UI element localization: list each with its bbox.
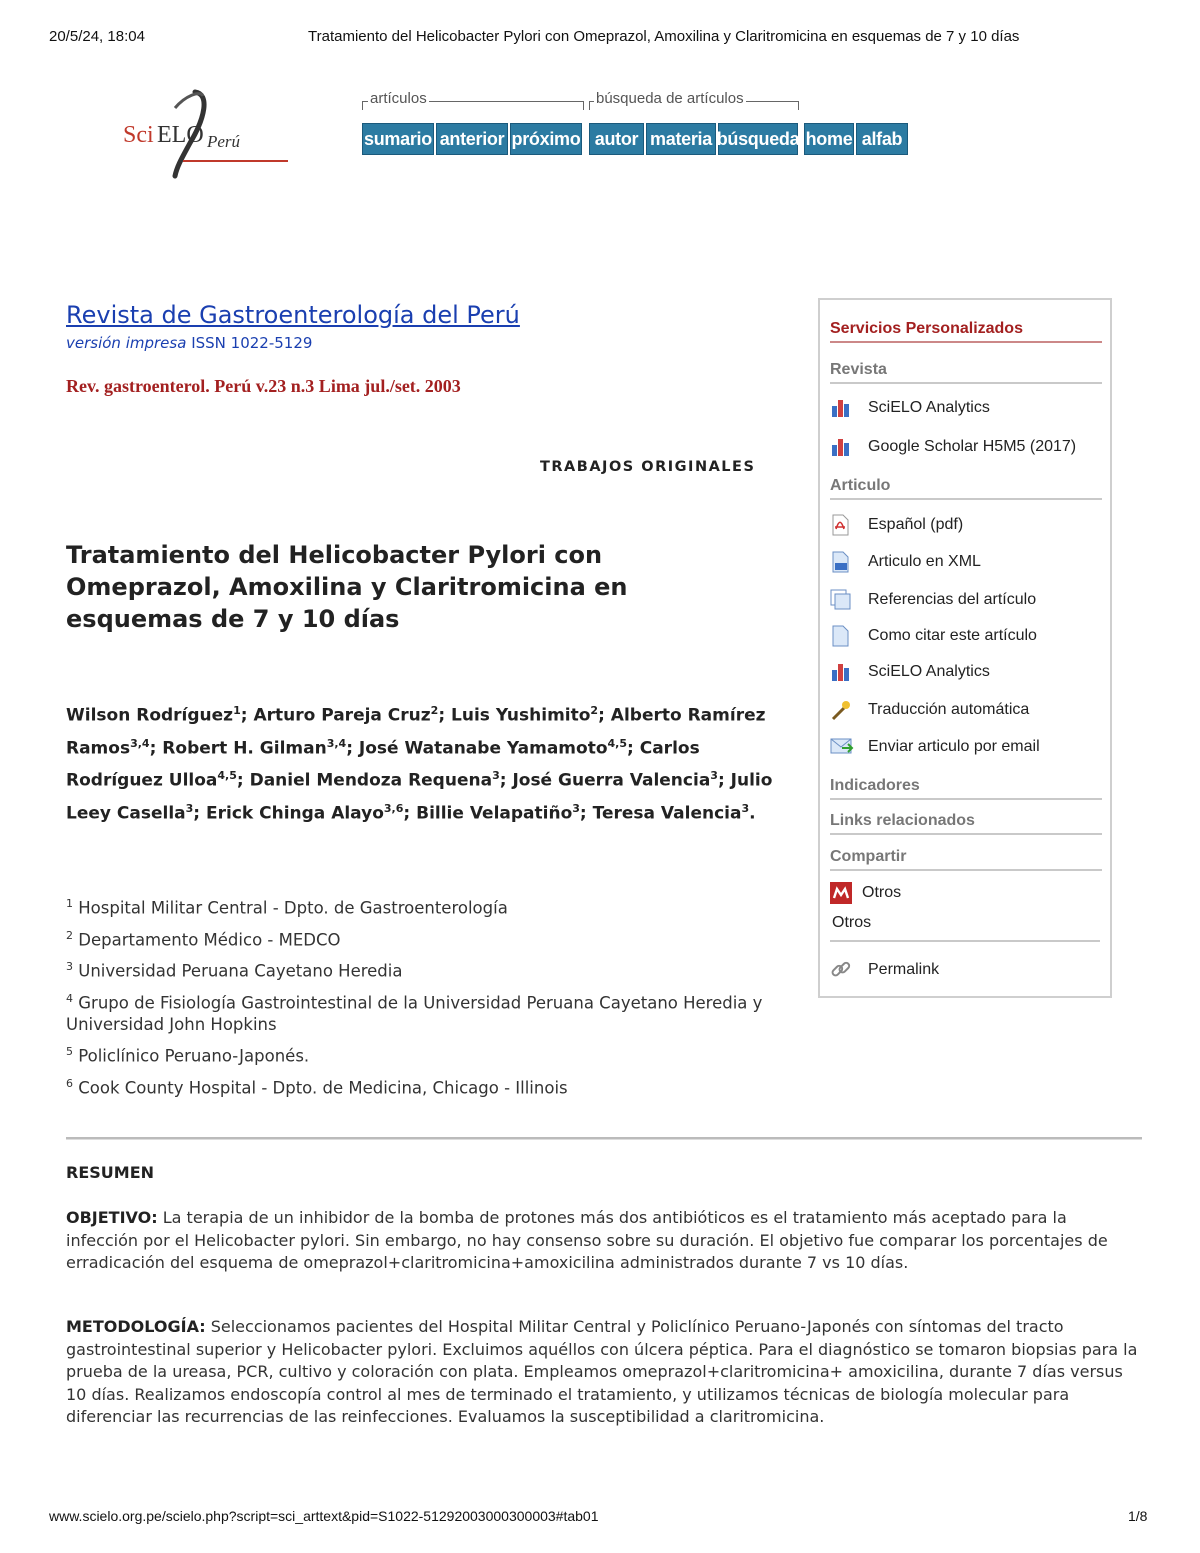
sidebar-item-references[interactable] (830, 589, 1036, 611)
author-separator: ; (627, 738, 640, 759)
sidebar-item-xml[interactable] (830, 551, 981, 573)
author-name: Julio Leey Casella (66, 770, 773, 824)
affiliation-text: Hospital Militar Central - Dpto. de Gastroenterología (78, 898, 508, 918)
sidebar-revista-label: Revista (830, 361, 887, 378)
abstract-objective (66, 1207, 1138, 1275)
author-affiliation-sup: 3,4 (326, 736, 347, 750)
author-affiliation-sup: 2 (430, 704, 439, 717)
document-icon (830, 625, 854, 647)
share-icon (830, 882, 854, 904)
wand-icon (830, 699, 854, 721)
journal-citation: Rev. gastroenterol. Perú v.23 n.3 Lima jul./set. 2003 (66, 376, 461, 396)
author-separator: ; (438, 705, 452, 726)
autor-button[interactable]: autor (589, 123, 644, 155)
email-icon (830, 736, 854, 758)
author-name: Teresa Valencia (592, 803, 742, 824)
affiliation-number: 4 (66, 991, 73, 1005)
abstract-title: RESUMEN (66, 1163, 155, 1182)
author-separator: . (749, 803, 756, 824)
methodology-label: METODOLOGÍA: (66, 1317, 206, 1336)
author-affiliation-sup: 4,5 (607, 736, 628, 750)
sidebar-item-label: Referencias del artículo (868, 591, 1037, 608)
sidebar-links-label: Links relacionados (830, 812, 975, 829)
divider (66, 1137, 1142, 1140)
author-separator: ; (236, 770, 250, 791)
search-group-label: búsqueda de artículos (596, 90, 744, 107)
references-icon (830, 589, 854, 611)
sidebar-section-articulo (830, 477, 1102, 500)
author-separator: ; (579, 803, 593, 824)
proximo-button[interactable]: próximo (510, 123, 582, 155)
author-affiliation-sup: 3 (572, 801, 580, 815)
sumario-button[interactable]: sumario (362, 123, 434, 155)
sidebar-section-revista (830, 361, 1102, 384)
sidebar-indicadores-label: Indicadores (830, 777, 920, 794)
pdf-icon (830, 514, 854, 536)
author-name: Alberto Ramírez Ramos (66, 705, 766, 759)
scielo-peru-logo[interactable] (95, 88, 295, 178)
logo-underline (183, 160, 288, 162)
author-affiliation-sup: 2 (590, 704, 599, 717)
affiliation-text: Grupo de Fisiología Gastrointestinal de la Universidad Peruana Cayetano Heredia y Universidad John Hopkins (66, 993, 763, 1034)
sidebar-item-label: SciELO Analytics (868, 663, 990, 680)
sidebar-item-google-scholar[interactable] (830, 436, 1076, 458)
affiliation-number: 2 (66, 928, 73, 942)
author-affiliation-sup: 3 (710, 769, 718, 783)
affiliation-text: Cook County Hospital - Dpto. de Medicina, Chicago - Illinois (78, 1078, 568, 1097)
author-affiliation-sup: 4,5 (217, 769, 237, 783)
sidebar-item-email[interactable] (830, 736, 1040, 758)
affiliation-number: 5 (66, 1045, 73, 1058)
sidebar-title-text: Servicios Personalizados (830, 320, 1023, 337)
sidebar-divider (830, 940, 1100, 942)
share-otros-text: Otros (832, 914, 872, 931)
author-affiliation-sup: 3 (741, 801, 750, 815)
author-name: Luis Yushimito (451, 705, 591, 726)
journal-issn (66, 334, 312, 352)
author-name: Robert H. Gilman (162, 738, 327, 759)
logo-sci-text: Sci (123, 122, 154, 148)
sidebar-item-label: Español (pdf) (868, 516, 964, 533)
affiliation-item (66, 1073, 786, 1100)
materia-button[interactable]: materia (646, 123, 716, 155)
abstract-methodology (66, 1316, 1138, 1429)
page-number: 1/8 (1128, 1508, 1148, 1524)
sidebar-item-translation[interactable] (830, 699, 1029, 721)
bar-chart-icon (830, 397, 854, 419)
sidebar-item-scielo-analytics-journal[interactable] (830, 397, 990, 419)
sidebar-section-links[interactable] (830, 812, 1102, 835)
logo-elo-text: ELO (157, 122, 204, 148)
sidebar-item-scielo-analytics-article[interactable] (830, 661, 990, 683)
issn-text: ISSN 1022-5129 (191, 334, 313, 352)
sidebar-item-share-otros[interactable] (830, 882, 901, 904)
version-label: versión impresa (66, 334, 187, 352)
alfab-button[interactable]: alfab (856, 123, 908, 155)
sidebar-articulo-label: Articulo (830, 477, 891, 494)
affiliation-number: 3 (66, 960, 73, 973)
affiliation-text: Policlínico Peruano-Japonés. (78, 1046, 310, 1066)
sidebar-item-cite[interactable] (830, 625, 1037, 647)
section-label: TRABAJOS ORIGINALES (540, 459, 756, 475)
sidebar-item-label: Enviar articulo por email (868, 738, 1040, 755)
sidebar-section-indicadores[interactable] (830, 777, 1102, 800)
author-name: Erick Chinga Alayo (206, 803, 384, 824)
print-title: Tratamiento del Helicobacter Pylori con Omeprazol, Amoxilina y Claritromicina en esquemas de 7 y 10 días (308, 28, 1020, 45)
author-separator: ; (598, 705, 611, 726)
affiliation-item (66, 925, 786, 952)
affiliation-list (66, 893, 786, 1104)
sidebar-title (830, 320, 1102, 343)
print-datetime: 20/5/24, 18:04 (49, 28, 145, 45)
author-name: José Watanabe Yamamoto (358, 738, 608, 759)
sidebar-item-label: Articulo en XML (868, 553, 981, 570)
affiliation-item (66, 988, 786, 1037)
sidebar-item-label: Google Scholar H5M5 (2017) (868, 438, 1077, 455)
author-separator: ; (499, 770, 513, 791)
author-separator: ; (193, 803, 206, 824)
services-sidebar (818, 298, 1112, 998)
author-affiliation-sup: 3 (492, 769, 500, 783)
journal-name-link[interactable]: Revista de Gastroenterología del Perú (66, 301, 520, 329)
author-name: Carlos Rodríguez Ulloa (66, 738, 700, 791)
sidebar-item-permalink[interactable] (830, 959, 939, 981)
articles-group-label: artículos (370, 90, 427, 107)
affiliation-item (66, 893, 786, 920)
bar-chart-icon (830, 661, 854, 683)
author-list (66, 697, 786, 828)
author-separator: ; (240, 705, 254, 726)
affiliation-item (66, 1041, 786, 1068)
objective-text: La terapia de un inhibidor de la bomba de protones más dos antibióticos es el tratamiento más aceptado para la infección por el Helicobacter pylori. Sin embargo, no hay consenso sobre su duración. El objetivo fue comparar los porcentajes de erradicación del esquema de omeprazol+claritromicina+amoxicilina administrados durante 7 vs 10 días. (66, 1208, 1108, 1272)
affiliation-text: Universidad Peruana Cayetano Heredia (78, 961, 403, 981)
sidebar-item-label: Permalink (868, 961, 940, 978)
author-separator: ; (403, 803, 417, 824)
author-separator: ; (346, 738, 359, 759)
sidebar-item-pdf[interactable] (830, 514, 963, 536)
author-name: José Guerra Valencia (512, 770, 711, 791)
logo-country-text: Perú (207, 132, 241, 151)
home-button[interactable]: home (804, 123, 854, 155)
author-separator: ; (149, 738, 163, 759)
sidebar-item-label: Como citar este artículo (868, 627, 1037, 644)
xml-document-icon (830, 551, 854, 573)
sidebar-item-label: Otros (862, 884, 902, 901)
author-affiliation-sup: 3 (185, 801, 194, 815)
busqueda-button[interactable]: búsqueda (718, 123, 798, 155)
author-separator: ; (717, 770, 731, 791)
author-affiliation-sup: 3,4 (130, 736, 150, 750)
sidebar-item-label: SciELO Analytics (868, 399, 990, 416)
sidebar-item-label: Traducción automática (868, 701, 1030, 718)
author-name: Wilson Rodríguez (66, 705, 234, 726)
sidebar-section-compartir (830, 848, 1102, 871)
author-name: Daniel Mendoza Requena (249, 770, 493, 791)
author-affiliation-sup: 1 (233, 704, 241, 717)
print-url: www.scielo.org.pe/scielo.php?script=sci_arttext&pid=S1022-51292003000300003#tab01 (49, 1508, 599, 1524)
link-icon (830, 959, 854, 981)
objective-label: OBJETIVO: (66, 1208, 158, 1227)
affiliation-number: 6 (66, 1076, 73, 1090)
author-name: Arturo Pareja Cruz (253, 705, 431, 726)
author-name: Billie Velapatiño (416, 803, 573, 824)
methodology-text: Seleccionamos pacientes del Hospital Militar Central y Policlínico Peruano-Japonés con síntomas del tracto gastrointestinal superior y Helicobacter pylori. Excluimos aquéllos con úlcera péptica. Para el diagnóstico se tomaron biopsias para la prueba de la ureasa, PCR, cultivo y coloración con plata. Empleamos omeprazol+claritromicina+ amoxicilina, durante 7 días versus 10 días. Realizamos endoscopía control al mes de terminado el tratamiento, y utilizamos técnicas de biología molecular para diferenciar las recurrencias de las reinfecciones. Evaluamos la susceptibilidad a claritromicina. (66, 1317, 1138, 1426)
bar-chart-icon (830, 436, 854, 458)
affiliation-number: 1 (66, 897, 73, 910)
affiliation-text: Departamento Médico - MEDCO (78, 930, 341, 949)
author-affiliation-sup: 3,6 (383, 801, 404, 815)
anterior-button[interactable]: anterior (436, 123, 508, 155)
sidebar-compartir-label: Compartir (830, 848, 907, 865)
affiliation-item (66, 956, 786, 983)
article-title: Tratamiento del Helicobacter Pylori con Omeprazol, Amoxilina y Claritromicina en esquemas de 7 y 10 días (66, 541, 628, 633)
